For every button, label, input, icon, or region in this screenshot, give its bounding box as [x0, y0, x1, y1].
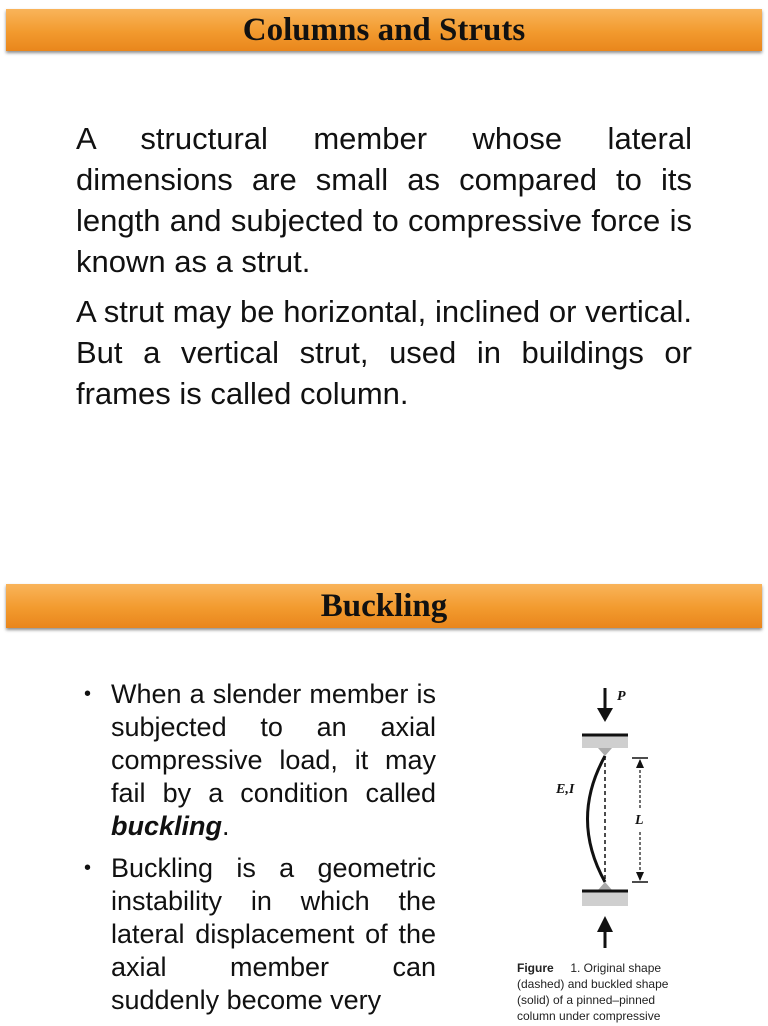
bullet-icon: •: [84, 683, 92, 705]
column-buckling-diagram: [540, 680, 680, 950]
bullet-text: When a slender member is subjected to an axial compressive load, it may fail by a condition called buckling.: [111, 679, 436, 841]
caption-text: 1. Original shape (dashed) and buckled shape (solid) of a pinned–pinned column under compressive: [517, 961, 669, 1023]
dimension-arrow-up: [636, 759, 644, 768]
section-title-buckling: Buckling: [320, 587, 448, 624]
bullet-icon: •: [84, 857, 92, 879]
bullet-list: [84, 678, 436, 1026]
title-bar-columns: [6, 9, 762, 51]
dimension-arrow-down: [636, 872, 644, 881]
stiffness-label: E,I: [556, 782, 575, 797]
definition-paragraph: A structural member whose lateral dimensions are small as compared to its length and subjected to compressive force is known as a strut.: [76, 121, 692, 279]
length-label: L: [635, 813, 644, 828]
figure-label: Figure: [517, 961, 554, 975]
bottom-pin: [598, 882, 612, 890]
list-item: [84, 678, 436, 843]
buckling-term: buckling: [111, 811, 223, 841]
load-label: P: [617, 689, 626, 704]
list-item: [84, 852, 436, 1017]
top-pin: [598, 748, 612, 756]
title-bar-buckling: [6, 584, 762, 628]
load-arrowhead-top: [597, 708, 613, 722]
strut-types-paragraph: A strut may be horizontal, inclined or vertical. But a vertical strut, used in buildings or frames is called column.: [76, 294, 692, 411]
section-title-columns: Columns and Struts: [242, 11, 526, 48]
bullet-text: Buckling is a geometric instability in which the lateral displacement of the axial member can suddenly become very: [111, 853, 436, 1015]
figure-caption: [517, 960, 697, 1024]
load-arrowhead-bottom: [597, 916, 613, 932]
buckled-shape-curve: [588, 756, 606, 882]
